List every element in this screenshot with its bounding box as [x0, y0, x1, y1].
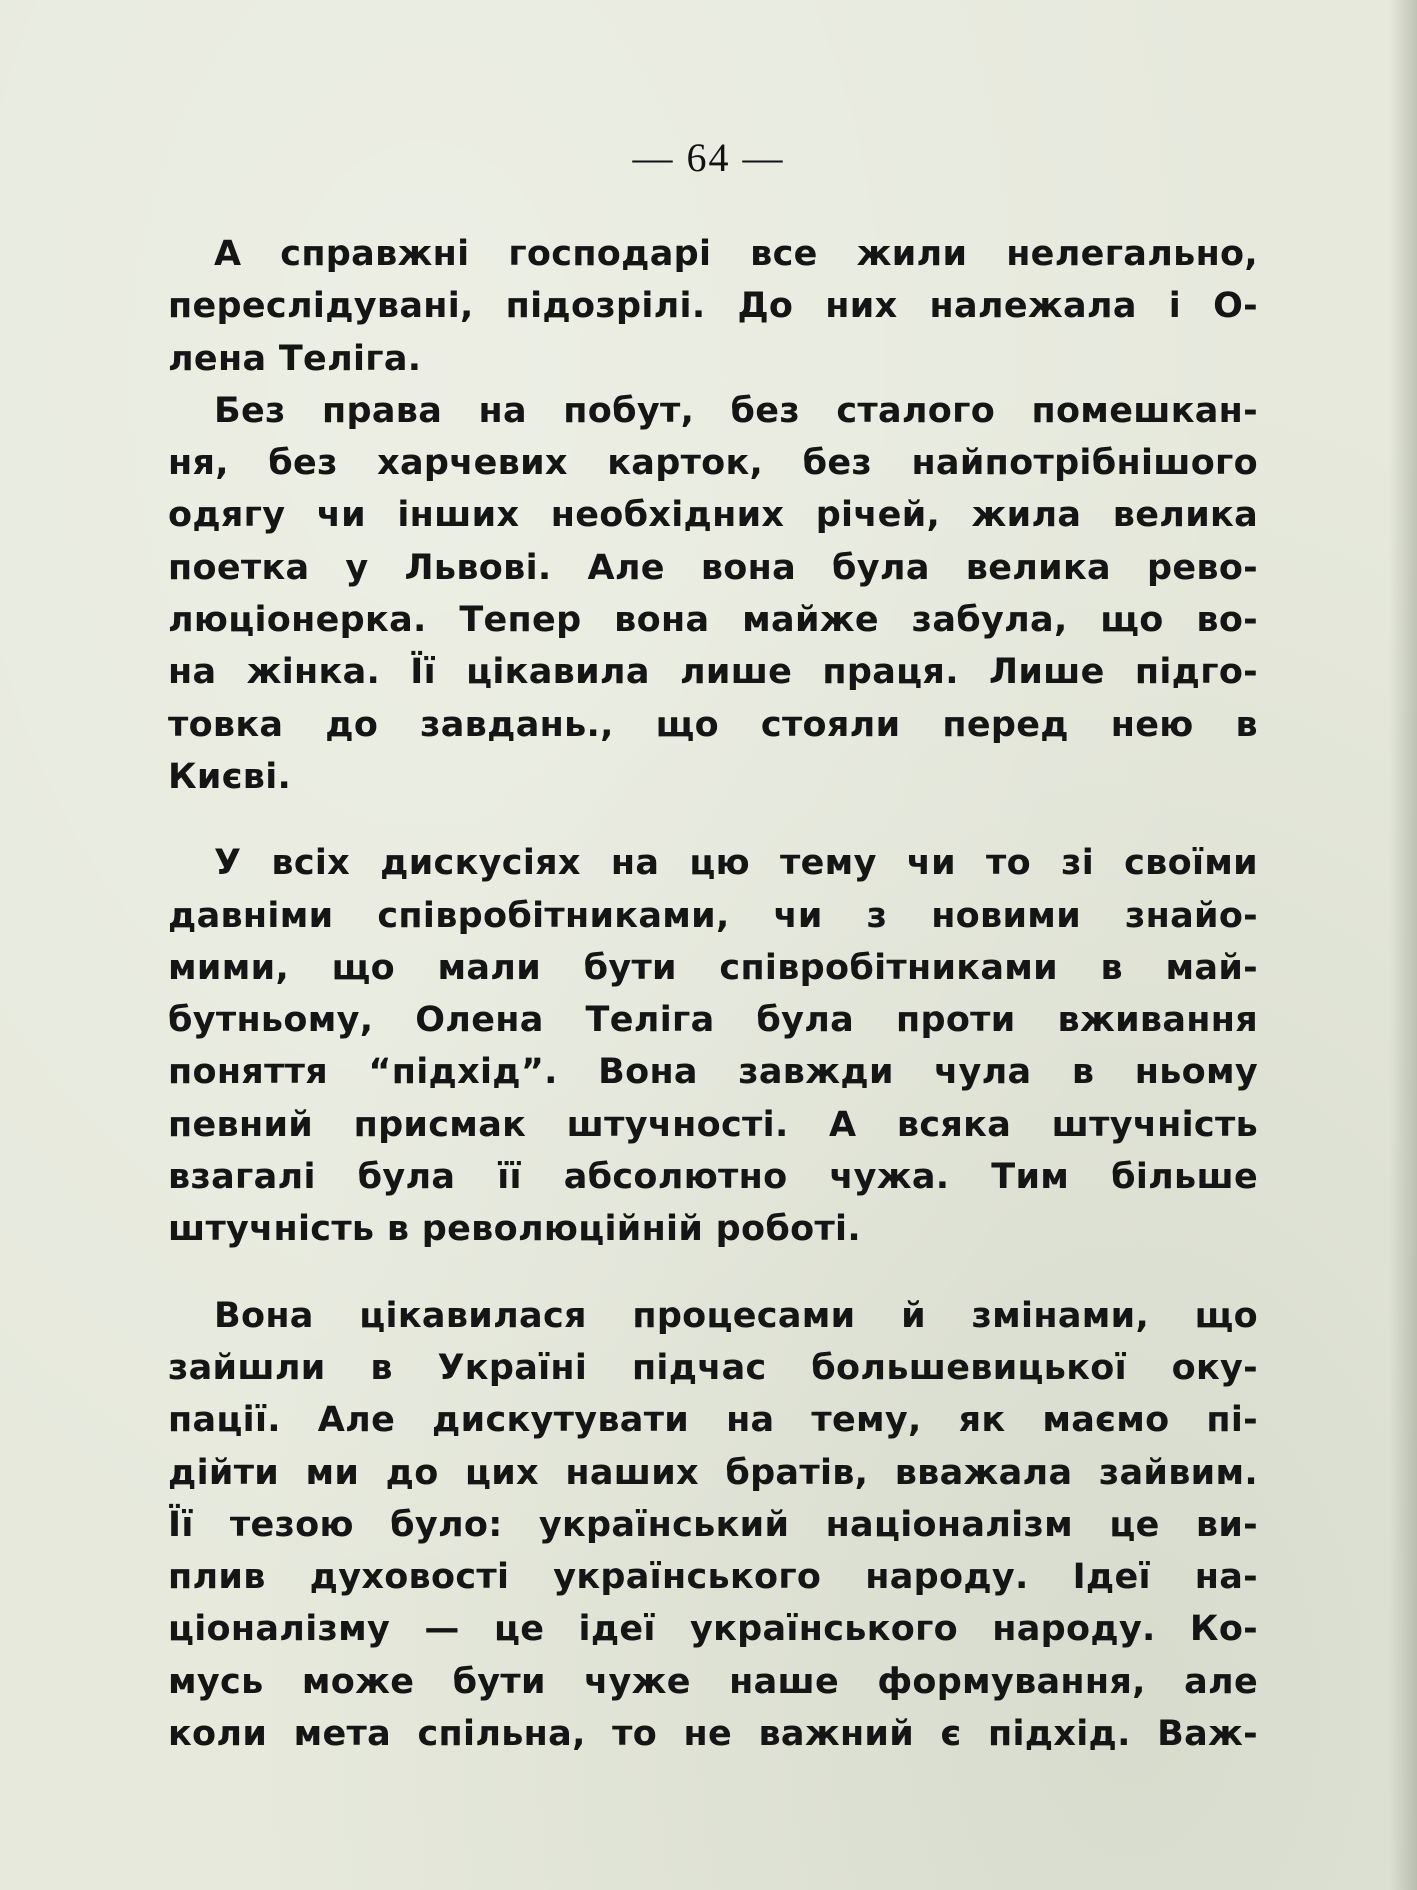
text-line: плив духовості українського народу. Ідеї на- [168, 1557, 1258, 1598]
text-line: на жінка. Її цікавила лише праця. Лише підго- [168, 652, 1258, 693]
text-line: коли мета спільна, то не важний є підхід. Важ- [168, 1714, 1258, 1755]
paragraph-1 [168, 228, 1258, 385]
text-line: ціоналізму — це ідеї українського народу. Ко- [168, 1609, 1258, 1650]
text-line: мими, що мали бути співробітниками в май- [168, 947, 1258, 988]
text-line: штучність в революційній роботі. [168, 1209, 861, 1250]
page-number: — 64 — [632, 135, 785, 180]
text-line: пації. Але дискутувати на тему, як маємо пі- [168, 1400, 1258, 1441]
text-line: А справжні господарі все жили нелегально, [214, 234, 1258, 274]
text-line: У всіх дискусіях на цю тему чи то зі своїми [214, 843, 1258, 884]
text-line: переслідувані, підозрілі. До них належала і О- [168, 286, 1258, 327]
text-line: Без права на побут, без сталого помешкан- [214, 390, 1258, 431]
text-line: зайшли в Україні підчас большевицької оку- [168, 1347, 1258, 1388]
body-text [168, 228, 1258, 1760]
text-line: лена Теліга. [168, 338, 422, 379]
paragraph-2 [168, 385, 1258, 803]
text-line: давніми співробітниками, чи з новими знайо- [168, 895, 1258, 936]
text-line: взагалі була її абсолютно чужа. Тим більше [168, 1157, 1258, 1198]
paragraph-4 [168, 1290, 1258, 1761]
text-line: люціонерка. Тепер вона майже забула, що во- [168, 600, 1258, 641]
text-line: поетка у Львові. Але вона була велика рево- [168, 547, 1258, 588]
text-line: бутньому, Олена Теліга була проти вживання [168, 1000, 1258, 1041]
text-line: Києві. [168, 756, 292, 797]
text-line: ня, без харчевих карток, без найпотрібнішого [168, 443, 1258, 484]
paragraph-gap [168, 803, 1258, 837]
text-line: дійти ми до цих наших братів, вважала зайвим. [168, 1452, 1258, 1493]
text-line: певний присмак штучності. А всяка штучність [168, 1104, 1258, 1145]
paragraph-3 [168, 837, 1258, 1255]
text-line: Її тезою було: український націоналізм це ви- [168, 1504, 1258, 1545]
text-line: товка до завдань., що стояли перед нею в [168, 704, 1258, 745]
page-edge-shadow [1389, 0, 1417, 1890]
text-line: мусь може бути чуже наше формування, але [168, 1661, 1258, 1702]
text-line: Вона цікавилася процесами й змінами, що [214, 1295, 1258, 1336]
text-line: поняття “підхід”. Вона завжди чула в ньому [168, 1052, 1258, 1093]
text-line: одягу чи інших необхідних річей, жила велика [168, 495, 1258, 536]
paragraph-gap [168, 1256, 1258, 1290]
